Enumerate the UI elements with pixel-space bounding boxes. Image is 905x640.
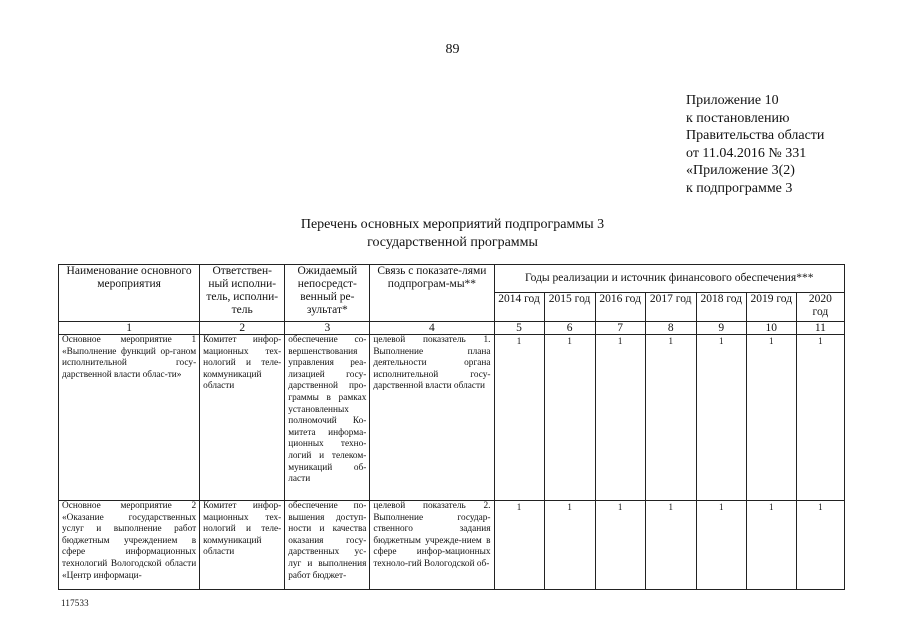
header-name: Наименование основного мероприятия — [59, 265, 200, 322]
appendix-line: от 11.04.2016 № 331 — [686, 145, 807, 161]
year-value: 1 — [746, 501, 796, 590]
measures-table — [58, 264, 845, 590]
column-number: 2 — [200, 322, 285, 335]
column-number: 4 — [370, 322, 494, 335]
column-number: 9 — [696, 322, 746, 335]
header-link: Связь с показате-лями подпрограм-мы** — [370, 265, 494, 322]
header-year: 2016 год — [595, 293, 645, 322]
column-number: 6 — [544, 322, 595, 335]
column-number: 11 — [796, 322, 844, 335]
year-value: 1 — [696, 335, 746, 501]
document-code: 117533 — [61, 598, 89, 608]
column-number: 1 — [59, 322, 200, 335]
column-number: 5 — [494, 322, 544, 335]
measure-executor: Комитет инфор-мационных тех-нологий и теле-коммуникаций области — [200, 501, 285, 590]
measure-result: обеспечение со-вершенствования управления реа-лизацией госу-дарственной про-граммы в рамках установленных полномочий Ко-митета информа-ционных техно-логий и телеком-муникаций об-ласти — [285, 335, 370, 501]
year-value: 1 — [645, 501, 696, 590]
year-value: 1 — [746, 335, 796, 501]
year-value: 1 — [796, 335, 844, 501]
column-number: 8 — [645, 322, 696, 335]
measure-executor: Комитет инфор-мационных тех-нологий и теле-коммуникаций области — [200, 335, 285, 501]
header-years-group: Годы реализации и источник финансового обеспечения*** — [494, 265, 845, 293]
appendix-line: к подпрограмме 3 — [686, 180, 793, 196]
header-year: 2014 год — [494, 293, 544, 322]
year-value: 1 — [494, 335, 544, 501]
year-value: 1 — [645, 335, 696, 501]
measure-link: целевой показатель 2. Выполнение государ-ственного задания бюджетным учрежде-нием в сфере инфор-мационных техноло-гий Вологодской об- — [370, 501, 494, 590]
column-number: 10 — [746, 322, 796, 335]
page-number: 89 — [445, 42, 460, 57]
header-result: Ожидаемый непосредст-венный ре-зультат* — [285, 265, 370, 322]
table-row — [59, 335, 845, 501]
year-value: 1 — [544, 501, 595, 590]
measure-result: обеспечение по-вышения доступ-ности и качества оказания госу-дарственных ус-луг и выполнения работ бюджет- — [285, 501, 370, 590]
appendix-line: Правительства области — [686, 128, 825, 143]
measure-name: Основное мероприятие 1 «Выполнение функций ор-ганом исполнительной госу-дарственной власти облас-ти» — [59, 335, 200, 501]
appendix-line: «Приложение 3(2) — [686, 163, 795, 178]
document-title — [0, 216, 905, 252]
title-line: государственной программы — [367, 235, 538, 250]
column-number: 3 — [285, 322, 370, 335]
year-value: 1 — [796, 501, 844, 590]
header-executor: Ответствен-ный исполни-тель, исполни-тель — [200, 265, 285, 322]
title-line: Перечень основных мероприятий подпрограммы 3 — [300, 217, 605, 232]
appendix-line: Приложение 10 — [686, 93, 779, 108]
year-value: 1 — [595, 335, 645, 501]
year-value: 1 — [544, 335, 595, 501]
header-year: 2019 год — [746, 293, 796, 322]
appendix-line: к постановлению — [686, 110, 790, 126]
table-row — [59, 501, 845, 590]
measure-name: Основное мероприятие 2 «Оказание государственных услуг и выполнение работ бюджетным учреждением в сфере информационных технологий Вологодской области «Центр информаци- — [59, 501, 200, 590]
header-year: 2020 год — [796, 293, 844, 322]
header-year: 2018 год — [696, 293, 746, 322]
column-number: 7 — [595, 322, 645, 335]
header-year: 2015 год — [544, 293, 595, 322]
year-value: 1 — [696, 501, 746, 590]
year-value: 1 — [595, 501, 645, 590]
measure-link: целевой показатель 1. Выполнение плана деятельности органа исполнительной госу-дарственной власти области — [370, 335, 494, 501]
appendix-block — [686, 92, 824, 197]
header-year: 2017 год — [645, 293, 696, 322]
year-value: 1 — [494, 501, 544, 590]
